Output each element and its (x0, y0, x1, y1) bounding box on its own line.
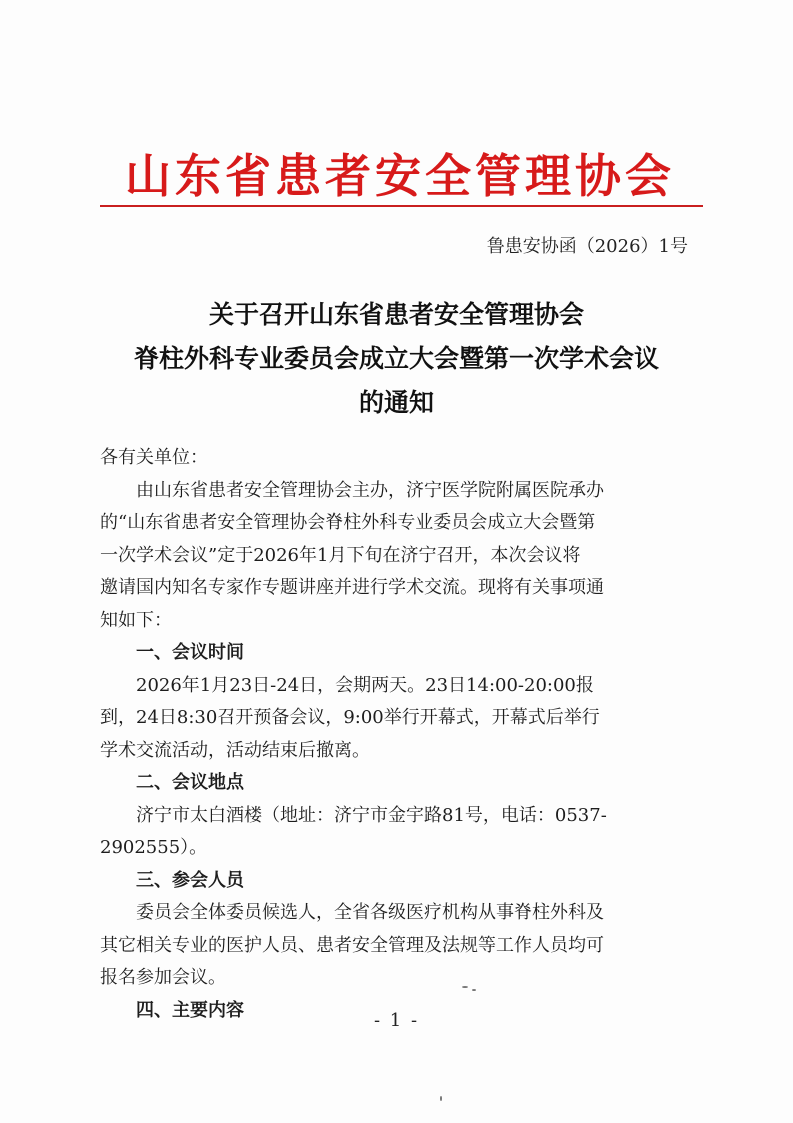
notice-body (100, 442, 700, 1027)
section-line: 济宁市太白酒楼（地址：济宁市金宇路81号，电话：0537- (136, 804, 607, 826)
scan-speck (472, 989, 476, 991)
intro-paragraph (100, 475, 700, 638)
page-number: - 1 - (373, 1010, 420, 1031)
intro-line: 知如下： (100, 609, 172, 631)
title-line-3: 的通知 (358, 388, 434, 417)
section-line: 其它相关专业的医护人员、患者安全管理及法规等工作人员均可 (100, 934, 604, 956)
section-line: 报名参加会议。 (100, 967, 226, 988)
section-line: 2902555）。 (100, 837, 208, 858)
notice-title (60, 293, 733, 425)
section-meeting-time (100, 670, 700, 768)
organization-masthead: 山东省患者安全管理协会 (125, 149, 675, 203)
section-heading-meeting-venue: 二、会议地点 (136, 772, 244, 793)
intro-line: 由山东省患者安全管理协会主办，济宁医学院附属医院承办 (136, 479, 604, 501)
section-participants (100, 897, 700, 995)
intro-line: 邀请国内知名专家作专题讲座并进行学术交流。现将有关事项通 (100, 577, 604, 598)
section-line: 学术交流活动，活动结束后撤离。 (100, 739, 370, 761)
section-line: 2026年1月23日-24日，会期两天。23日14:00-20:00报 (136, 674, 594, 696)
masthead-red-rule (100, 205, 703, 207)
section-heading-participants: 三、参会人员 (136, 869, 244, 891)
section-heading-meeting-time: 一、会议时间 (136, 642, 244, 663)
scan-speck (462, 986, 468, 988)
title-line-1: 关于召开山东省患者安全管理协会 (208, 300, 584, 329)
scan-speck (440, 1096, 442, 1101)
section-heading-main-content: 四、主要内容 (136, 999, 244, 1021)
salutation: 各有关单位： (100, 447, 208, 468)
section-line: 委员会全体委员候选人，全省各级医疗机构从事脊柱外科及 (136, 902, 604, 923)
title-line-2: 脊柱外科专业委员会成立大会暨第一次学术会议 (133, 344, 659, 373)
intro-line: 一次学术会议”定于2026年1月下旬在济宁召开，本次会议将 (100, 544, 581, 566)
section-meeting-venue (100, 800, 700, 865)
section-line: 到，24日8:30召开预备会议，9:00举行开幕式，开幕式后举行 (100, 707, 600, 728)
document-number: 鲁患安协函（2026）1号 (486, 236, 688, 257)
intro-line: 的“山东省患者安全管理协会脊柱外科专业委员会成立大会暨第 (100, 512, 596, 533)
